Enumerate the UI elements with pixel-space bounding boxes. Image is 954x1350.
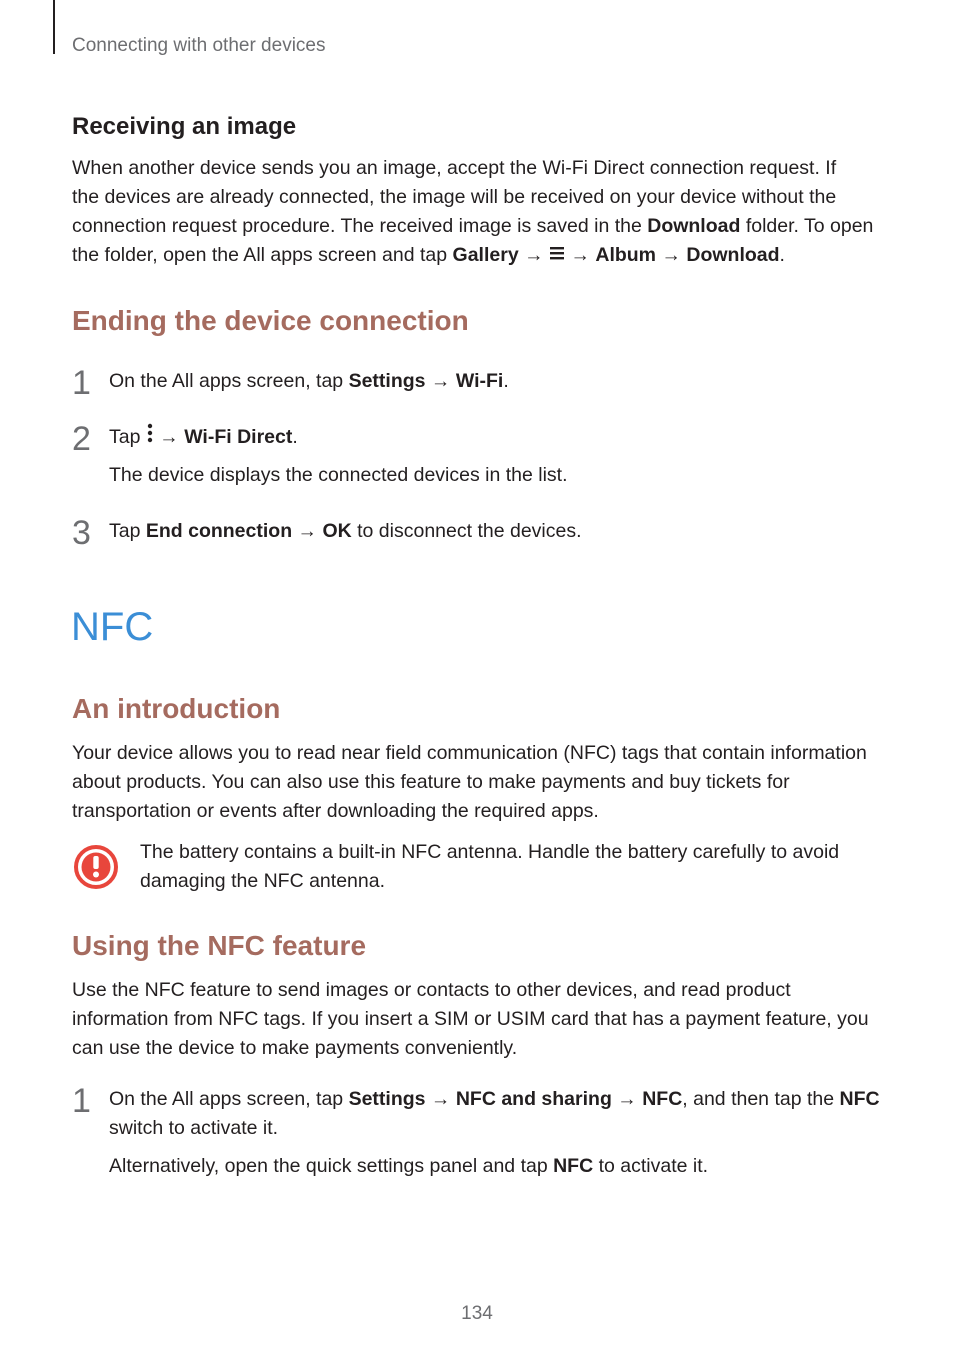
page-number: 134	[461, 1303, 493, 1324]
using-nfc-heading: Using the NFC feature	[72, 930, 367, 961]
step-number: 1	[72, 1082, 91, 1120]
receiving-image-paragraph	[72, 154, 892, 270]
ending-step-3: Tap End connection → OK to disconnect the devices.	[109, 520, 582, 542]
step-number: 2	[72, 420, 91, 458]
nfc-step-1-alternative: Alternatively, open the quick settings panel and tap NFC to activate it.	[109, 1155, 709, 1177]
nfc-step-1: On the All apps screen, tap Settings → NFC and sharing → NFC, and then tap the NFC switch to activate it.	[109, 1088, 880, 1139]
step-number: 3	[72, 514, 91, 552]
album-label: Album	[595, 244, 657, 266]
running-header: Connecting with other devices	[72, 35, 326, 56]
ending-step-2: Tap → Wi-Fi Direct.	[109, 423, 298, 452]
ending-connection-heading: Ending the device connection	[72, 305, 469, 336]
step-number: 1	[72, 364, 91, 402]
introduction-paragraph: Your device allows you to read near field communication (NFC) tags that contain information about products. You can also use this feature to make payments and buy tickets for transportation or events after downloading the required apps.	[72, 742, 867, 822]
gallery-label: Gallery	[452, 244, 519, 266]
receiving-line-3: connection request procedure. The received image is saved in the Download folder. To open	[72, 215, 874, 237]
header-rule	[53, 0, 55, 54]
menu-icon	[549, 241, 565, 270]
download-label: Download	[686, 244, 780, 266]
ending-step-1: On the All apps screen, tap Settings → Wi-Fi.	[109, 370, 509, 392]
using-nfc-paragraph: Use the NFC feature to send images or contacts to other devices, and read product information from NFC tags. If you insert a SIM or USIM card that has a payment feature, you can use the device to make payments conveniently.	[72, 979, 869, 1059]
warning-icon	[72, 843, 120, 891]
warning-note: The battery contains a built-in NFC antenna. Handle the battery carefully to avoid damaging the NFC antenna.	[140, 841, 840, 892]
receiving-line-1: When another device sends you an image, accept the Wi-Fi Direct connection request. If	[72, 157, 837, 179]
receiving-image-heading: Receiving an image	[72, 113, 297, 140]
receiving-line-2: the devices are already connected, the image will be received on your device without the	[72, 186, 837, 208]
more-options-icon	[146, 423, 154, 452]
receiving-line-4: the folder, open the All apps screen and tap Gallery → → Album → Download.	[72, 241, 892, 270]
download-folder-name: Download	[647, 215, 741, 237]
ending-step-2-note: The device displays the connected devices in the list.	[109, 464, 568, 486]
nfc-chapter-heading: NFC	[71, 605, 154, 649]
introduction-heading: An introduction	[72, 693, 281, 724]
